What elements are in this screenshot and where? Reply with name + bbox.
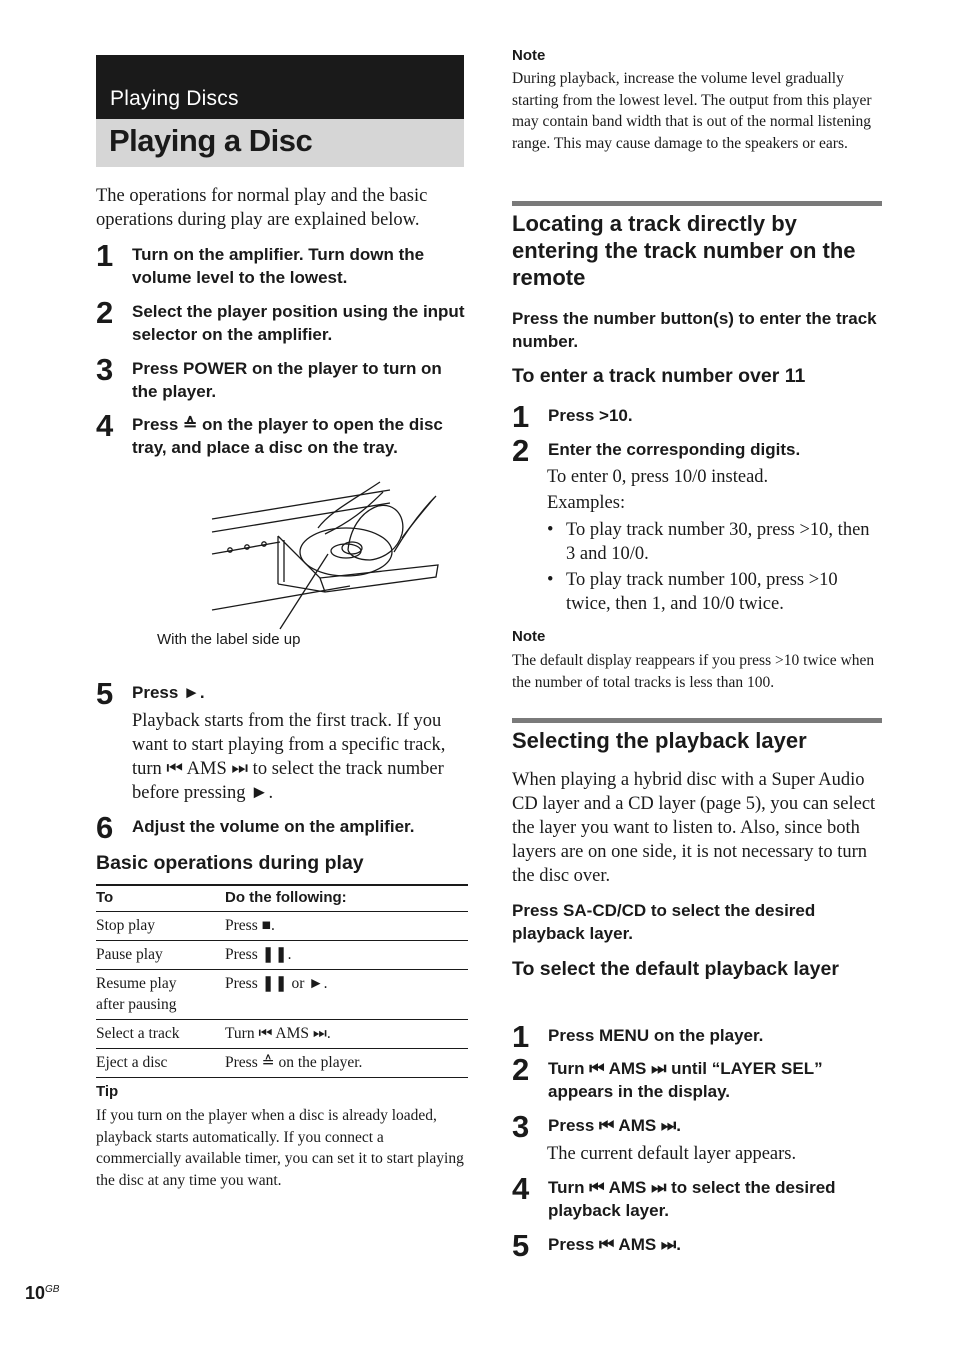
locating-track-instruction: Press the number button(s) to enter the track number. <box>512 309 877 351</box>
step-number: 5 <box>96 676 114 711</box>
note-heading: Note <box>512 628 546 645</box>
step-text: Press ⏮ AMS ⏭. <box>548 1235 681 1254</box>
step-text: Select the player position using the input selector on the amplifier. <box>132 302 465 344</box>
page-number <box>25 1283 59 1304</box>
step-number: 2 <box>512 1052 530 1087</box>
page-title: Playing a Disc <box>109 123 313 158</box>
step-number: 1 <box>96 238 114 273</box>
table-row <box>96 1049 468 1078</box>
default-layer-heading: To select the default playback layer <box>512 958 839 980</box>
table-cell: Eject a disc <box>96 1049 225 1078</box>
section-category-band <box>96 55 464 119</box>
step-text: Press ►. <box>132 683 205 702</box>
list-item: • To play track number 100, press >10 twice, then 1, and 10/0 twice. <box>547 568 882 616</box>
enter-track-over-11-heading: To enter a track number over 11 <box>512 365 806 387</box>
step-number: 3 <box>512 1109 530 1144</box>
layer-step-3-body: The current default layer appears. <box>547 1144 797 1164</box>
table-cell: Press ■. <box>225 912 468 941</box>
step-number: 2 <box>512 433 530 468</box>
basic-operations-table <box>96 884 468 1078</box>
step-number: 4 <box>512 1171 530 1206</box>
step-number: 2 <box>96 295 114 330</box>
list-item: • To play track number 30, press >10, then 3 and 10/0. <box>547 518 882 566</box>
step-text: Press >10. <box>548 406 633 425</box>
step-number: 5 <box>512 1228 530 1263</box>
table-header-cell: To <box>96 885 225 912</box>
table-row <box>96 1020 468 1049</box>
step-5-body: Playback starts from the first track. If you want to start playing from a specific track, turn ⏮ AMS ⏭ to select the track number before pressing ►. <box>132 711 446 803</box>
step-number: 1 <box>512 399 530 434</box>
table-cell: Press ❚❚. <box>225 941 468 970</box>
note-heading: Note <box>512 47 546 64</box>
intro-paragraph: The operations for normal play and the basic operations during play are explained below. <box>96 186 428 230</box>
table-cell: Press ≙ on the player. <box>225 1049 468 1078</box>
tip-heading: Tip <box>96 1083 119 1100</box>
examples-list <box>547 518 882 618</box>
playback-layer-body: When playing a hybrid disc with a Super Audio CD layer and a CD layer (page 5), you can select the layer you want to listen to. Also, since both layers are on one side, it is not necessary to turn the disc over. <box>512 770 876 886</box>
section-rule <box>512 718 882 723</box>
step-text: Turn ⏮ AMS ⏭ until “LAYER SEL” appears in the display. <box>548 1059 823 1101</box>
table-cell: Press ❚❚ or ►. <box>225 970 468 1020</box>
playback-layer-heading: Selecting the playback layer <box>512 728 807 753</box>
table-cell: Select a track <box>96 1020 225 1049</box>
table-cell: Stop play <box>96 912 225 941</box>
step-text: Enter the corresponding digits. <box>548 440 801 459</box>
tip-text: If you turn on the player when a disc is already loaded, playback starts automatically. If you connect a commercially available timer, you can set it to start playing the disc at any time you want. <box>96 1107 464 1190</box>
step-text: Adjust the volume on the amplifier. <box>132 817 415 836</box>
step-text: Press POWER on the player to turn on the player. <box>132 359 442 401</box>
step-number: 3 <box>96 352 114 387</box>
table-header-cell: Do the following: <box>225 885 468 912</box>
table-cell: Turn ⏮ AMS ⏭. <box>225 1020 468 1049</box>
table-row <box>96 912 468 941</box>
step-text: Turn ⏮ AMS ⏭ to select the desired playback layer. <box>548 1178 836 1220</box>
table-row <box>96 941 468 970</box>
step-number: 1 <box>512 1019 530 1054</box>
page-number-value: 10 <box>25 1283 46 1303</box>
examples-label: Examples: <box>547 493 626 513</box>
page-title-band <box>96 119 464 167</box>
note-text: During playback, increase the volume level gradually starting from the lowest level. The output from this player may contain band width that is out of the normal listening range. This may cause damage to the speakers or ears. <box>512 70 872 153</box>
table-cell: Resume play after pausing <box>96 970 225 1020</box>
step-2-body: To enter 0, press 10/0 instead. <box>547 467 769 487</box>
step-number: 4 <box>96 408 114 443</box>
table-cell: Pause play <box>96 941 225 970</box>
locating-track-heading: Locating a track directly by entering the track number on the remote <box>512 211 856 290</box>
table-row <box>96 970 468 1020</box>
step-text: Press MENU on the player. <box>548 1026 764 1045</box>
table-header-row <box>96 885 468 912</box>
step-text: Press ⏮ AMS ⏭. <box>548 1116 681 1135</box>
basic-operations-heading: Basic operations during play <box>96 852 364 874</box>
section-rule <box>512 201 882 206</box>
figure-caption: With the label side up <box>157 631 301 648</box>
section-category: Playing Discs <box>110 87 239 110</box>
step-text: Press ≙ on the player to open the disc tray, and place a disc on the tray. <box>132 415 443 457</box>
step-number: 6 <box>96 810 114 845</box>
playback-layer-instruction: Press SA-CD/CD to select the desired playback layer. <box>512 901 816 943</box>
disc-tray-illustration <box>150 472 450 642</box>
page-number-suffix: GB <box>45 1284 60 1295</box>
step-text: Turn on the amplifier. Turn down the volume level to the lowest. <box>132 245 425 287</box>
note-text: The default display reappears if you press >10 twice when the number of total tracks is less than 100. <box>512 652 875 691</box>
